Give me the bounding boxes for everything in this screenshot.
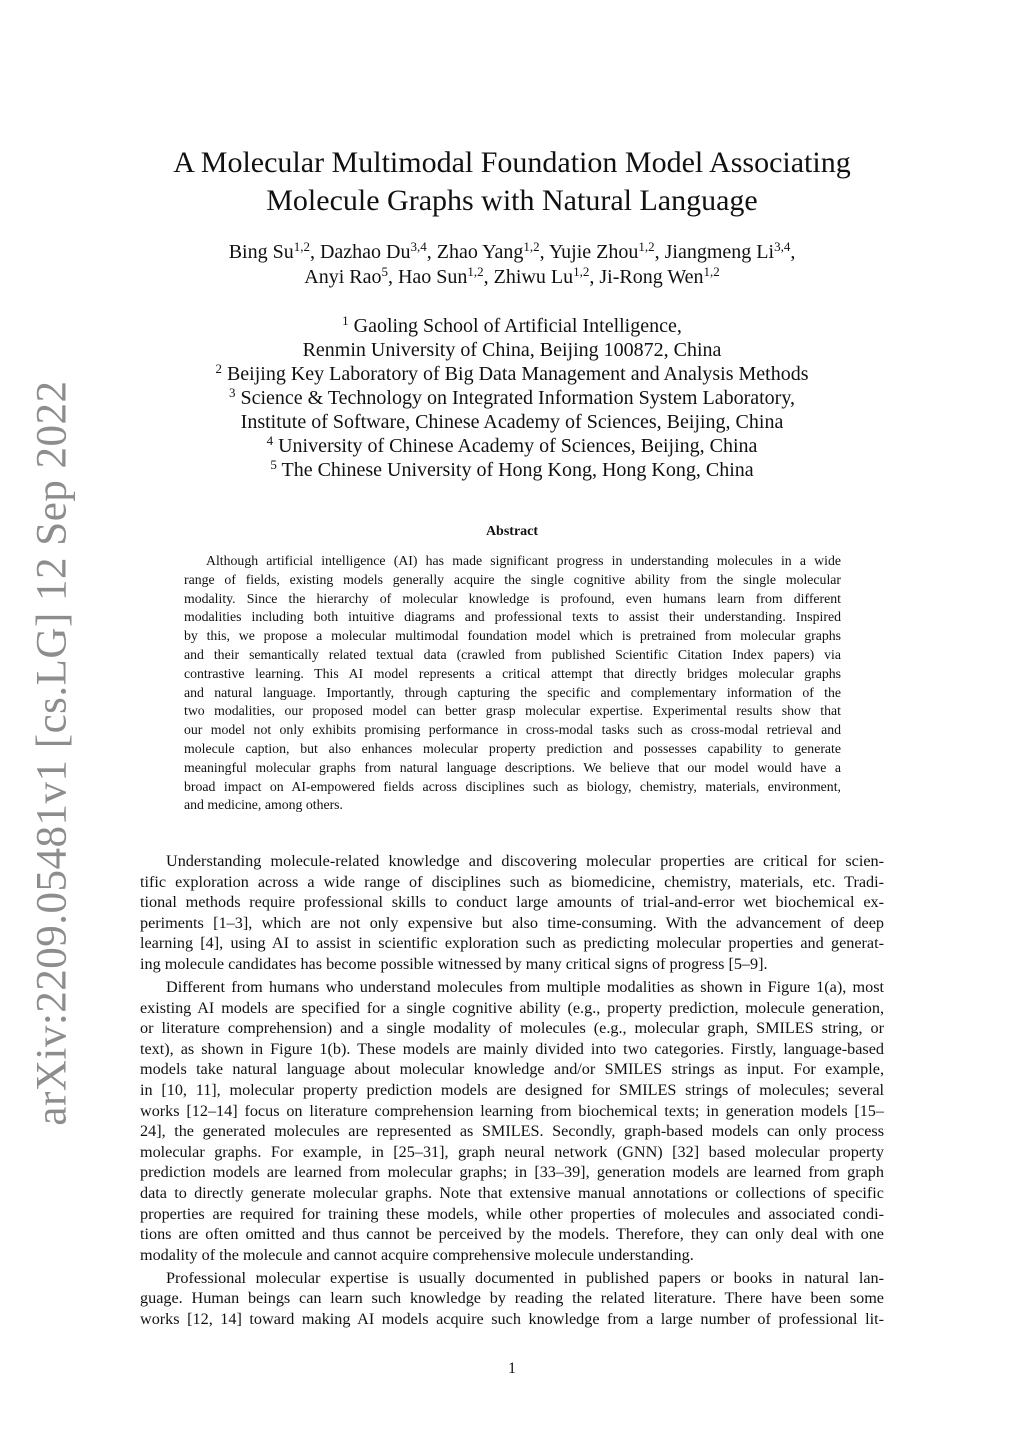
body-line: in [10, 11], molecular property prediction models are designed for SMILES strings of molecules; several — [140, 1081, 884, 1100]
body-line: data to directly generate molecular graphs. Note that extensive manual annotations or collections of specific — [140, 1184, 884, 1202]
abstract-line: two modalities, our proposed model can better grasp molecular expertise. Experimental results show that — [184, 703, 841, 719]
affiliation-mark: 5 — [270, 457, 277, 472]
arxiv-identifier-text: arXiv:2209.05481v1 [cs.LG] 12 Sep 2022 — [28, 380, 76, 1126]
main-body-text — [140, 851, 884, 1332]
abstract-line: and natural language. Importantly, through capturing the specific and complementary information of the — [184, 684, 841, 700]
author-name: Yujie Zhou — [548, 241, 639, 263]
author-name: Anyi Rao — [304, 266, 382, 288]
body-line: tional methods require professional skills to conduct large amounts of trial-and-error wet biochemical ex- — [140, 893, 884, 912]
affiliation-mark: 1 — [342, 313, 349, 328]
author-affiliation-mark: 3,4 — [410, 239, 427, 254]
body-line: learning [4], using AI to assist in scientific exploration such as predicting molecular properties and generat- — [140, 934, 884, 953]
body-line: tific exploration across a wide range of disciplines such as biomedicine, chemistry, materials, etc. Tradi- — [140, 872, 884, 891]
author-affiliation-mark: 5 — [381, 264, 388, 279]
body-paragraph — [140, 851, 884, 975]
abstract-line: our model not only exhibits promising performance in cross-modal tasks such as cross-modal retrieval and — [184, 722, 841, 738]
body-line: tions are often omitted and thus cannot be perceived by the models. Therefore, they can only deal with one — [140, 1225, 884, 1244]
affiliation-line — [100, 434, 924, 458]
affiliation-text: The Chinese University of Hong Kong, Hong Kong, China — [281, 459, 754, 481]
abstract-line: molecule caption, but also enhances molecular property prediction and possesses capability to generate — [184, 740, 841, 756]
body-line: existing AI models are specified for a single cognitive ability (e.g., property prediction, molecule generation, — [140, 998, 884, 1017]
author-name: Hao Sun — [397, 266, 468, 288]
body-line: works [12–14] focus on literature comprehension learning from biochemical texts; in generation models [15– — [140, 1101, 884, 1120]
author-affiliation-mark: 1,2 — [467, 264, 484, 279]
affiliation-line — [100, 362, 924, 386]
author-affiliation-mark: 1,2 — [638, 239, 655, 254]
body-line: molecular graphs. For example, in [25–31], graph neural network (GNN) [32] based molecular property — [140, 1142, 884, 1161]
author-affiliation-mark: 1,2 — [523, 239, 540, 254]
abstract-line: contrastive learning. This AI model represents a critical attempt that directly bridges molecular graphs — [184, 665, 841, 681]
author-list — [100, 240, 924, 290]
body-line: properties are required for training these models, while other properties of molecules and associated condi- — [140, 1204, 884, 1223]
body-line: works [12, 14] toward making AI models acquire such knowledge from a large number of professional lit- — [140, 1310, 884, 1329]
affiliation-text: Beijing Key Laboratory of Big Data Management and Analysis Methods — [226, 363, 809, 385]
affiliation-line: Renmin University of China, Beijing 100872, China — [302, 339, 722, 361]
affiliation-line — [100, 386, 924, 410]
affiliation-text: Science & Technology on Integrated Information System Laboratory, — [240, 387, 796, 409]
body-line: ing molecule candidates has become possible witnessed by many critical signs of progress [5–9]. — [140, 954, 768, 973]
author-name: Jiangmeng Li — [664, 241, 775, 263]
abstract-line: range of fields, existing models generally acquire the single cognitive ability from the single molecular — [184, 571, 841, 587]
abstract-line: broad impact on AI-empowered fields across disciplines such as biology, chemistry, materials, environment, — [184, 778, 841, 794]
author-name: Zhao Yang — [436, 241, 524, 263]
body-line: modality of the molecule and cannot acquire comprehensive molecule understanding. — [140, 1245, 694, 1264]
abstract-heading: Abstract — [485, 524, 539, 539]
abstract-line: and medicine, among others. — [184, 797, 344, 813]
affiliation-line — [100, 314, 924, 338]
author-line: Anyi Rao$^5$, Hao Sun$^{1,2}$, Zhiwu Lu$^{1,2}$, Ji-Rong Wen$^{1,2}$ — [304, 264, 720, 288]
body-line: guage. Human beings can learn such knowledge by reading the related literature. There have been some — [140, 1289, 884, 1308]
body-line: periments [1–3], which are not only expensive but also time-consuming. With the advancement of deep — [140, 913, 884, 932]
abstract-line: Although artificial intelligence (AI) has made significant progress in understanding molecules in a wide — [206, 553, 841, 568]
author-affiliation-mark: 1,2 — [703, 264, 720, 279]
abstract-line: by this, we propose a molecular multimodal foundation model which is pretrained from molecular graphs — [184, 628, 841, 644]
author-name: Dazhao Du — [319, 241, 411, 263]
author-affiliation-mark: 3,4 — [774, 239, 791, 254]
author-affiliation-mark: 1,2 — [293, 239, 310, 254]
affiliation-list — [100, 314, 924, 482]
abstract-line: meaningful molecular graphs from natural language descriptions. We believe that our model would have a — [184, 759, 841, 775]
author-name: Zhiwu Lu — [493, 266, 574, 288]
abstract-body — [184, 552, 841, 815]
affiliation-line — [100, 458, 924, 482]
title-line: Molecule Graphs with Natural Language — [266, 184, 758, 217]
page-number: 1 — [508, 1360, 516, 1377]
author-affiliation-mark: 1,2 — [573, 264, 590, 279]
body-paragraph — [140, 977, 884, 1265]
affiliation-mark: 3 — [228, 385, 236, 400]
body-line: Understanding molecule-related knowledge and discovering molecular properties are critical for scien- — [166, 852, 884, 870]
affiliation-text: University of Chinese Academy of Sciences, Beijing, China — [278, 435, 758, 457]
body-line: or literature comprehension) and a single modality of molecules (e.g., molecular graph, SMILES string, or — [140, 1019, 884, 1038]
affiliation-text: Gaoling School of Artificial Intelligence, — [353, 315, 682, 337]
body-line: 24], the generated molecules are represented as SMILES. Secondly, graph-based models can only process — [140, 1122, 884, 1141]
paper-title — [120, 144, 904, 220]
abstract-line: and their semantically related textual data (crawled from published Scientific Citation Index papers) via — [184, 646, 841, 662]
title-line: A Molecular Multimodal Foundation Model Associating — [173, 146, 851, 179]
body-line: Professional molecular expertise is usually documented in published papers or books in natural lan- — [166, 1268, 884, 1287]
body-line: text), as shown in Figure 1(b). These models are mainly divided into two categories. Firstly, language-based — [140, 1039, 884, 1058]
author-name: Bing Su — [228, 241, 294, 263]
body-line: prediction models are learned from molecular graphs; in [33–39], generation models are learned from graph — [140, 1163, 884, 1182]
affiliation-line: Institute of Software, Chinese Academy of Sciences, Beijing, China — [240, 411, 784, 433]
author-line: Bing Su$^{1,2}$, Dazhao Du$^{3,4}$, Zhao Yang$^{1,2}$, Yujie Zhou$^{1,2}$, Jiangmeng Li$^{3,4}$, — [228, 239, 796, 263]
affiliation-mark: 2 — [215, 361, 222, 376]
body-paragraph — [140, 1268, 884, 1330]
body-line: models take natural language about molecular knowledge and/or SMILES strings as input. For example, — [140, 1060, 884, 1079]
abstract-line: modality. Since the hierarchy of molecular knowledge is profound, even humans learn from different — [184, 590, 841, 606]
author-name: Ji-Rong Wen — [599, 266, 704, 288]
body-line: Different from humans who understand molecules from multiple modalities as shown in Figure 1(a), most — [166, 978, 884, 997]
affiliation-mark: 4 — [266, 433, 274, 448]
abstract-line: modalities including both intuitive diagrams and professional texts to assist their understanding. Inspired — [184, 609, 841, 625]
